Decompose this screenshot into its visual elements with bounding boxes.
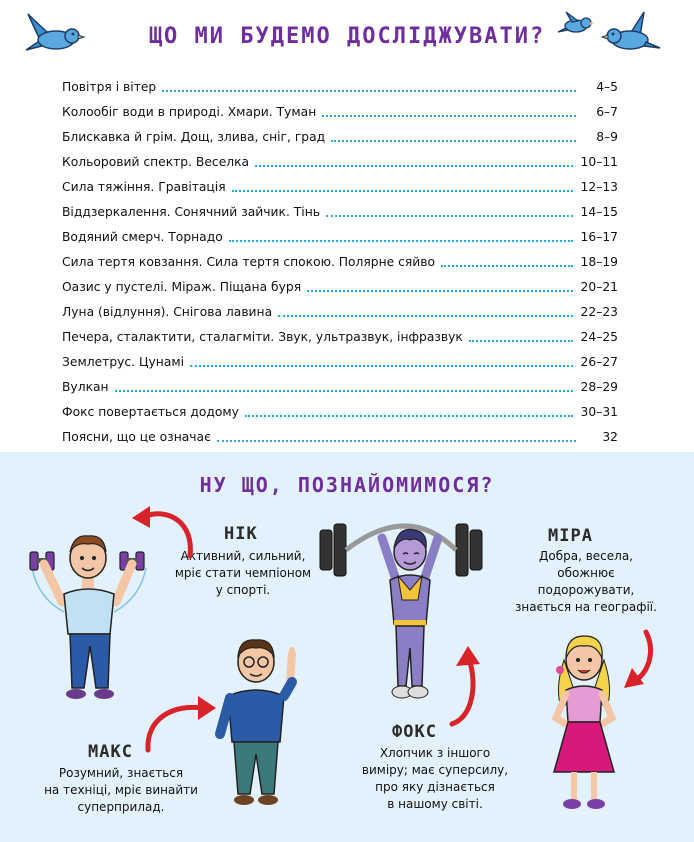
- arrow-mira-icon: [618, 630, 662, 694]
- toc-row[interactable]: [62, 395, 618, 420]
- toc-pages: 12–13: [580, 180, 618, 194]
- toc-title: Оазис у пустелі. Міраж. Піщана буря: [62, 280, 302, 294]
- toc-title: Блискавка й грім. Дощ, злива, сніг, град: [62, 130, 326, 144]
- toc-row[interactable]: [62, 70, 618, 95]
- character-desc-foks: Хлопчик з іншого виміру; має суперсилу, про яку дізнається в нашому світі.: [361, 746, 509, 811]
- toc-pages: 4–5: [596, 80, 618, 94]
- toc-title: Землетрус. Цунамі: [62, 355, 185, 369]
- character-desc-maks: Розумний, знається на техніці, мріє винайти суперприлад.: [44, 766, 198, 814]
- character-name-nik: НІК: [224, 524, 258, 544]
- toc-leader: [217, 440, 576, 442]
- toc-row[interactable]: [62, 345, 618, 370]
- toc-row[interactable]: [62, 95, 618, 120]
- toc-leader: [162, 90, 576, 92]
- toc-pages: 28–29: [580, 380, 618, 394]
- toc-title: Водяний смерч. Торнадо: [62, 230, 223, 244]
- toc-leader: [307, 290, 572, 292]
- toc-leader: [232, 190, 573, 192]
- toc-pages: 16–17: [580, 230, 618, 244]
- character-name-maks: МАКС: [88, 742, 133, 762]
- toc-pages: 20–21: [580, 280, 618, 294]
- toc-leader: [245, 415, 573, 417]
- toc-pages: 10–11: [580, 155, 618, 169]
- toc-title: Віддзеркалення. Сонячний зайчик. Тінь: [62, 205, 320, 219]
- toc-leader: [190, 365, 572, 367]
- toc-title: Поясни, що це означає: [62, 430, 211, 444]
- table-of-contents: [62, 70, 618, 445]
- toc-pages: 18–19: [580, 255, 618, 269]
- toc-leader: [441, 265, 572, 267]
- toc-title: Вулкан: [62, 380, 109, 394]
- character-desc-mira: Добра, весела, обожнює подорожувати, знається на географії.: [515, 549, 657, 614]
- toc-row[interactable]: [62, 220, 618, 245]
- mira-illustration: [544, 630, 624, 820]
- toc-row[interactable]: [62, 195, 618, 220]
- toc-leader: [278, 315, 572, 317]
- toc-row[interactable]: [62, 170, 618, 195]
- toc-row[interactable]: [62, 120, 618, 145]
- toc-row[interactable]: [62, 270, 618, 295]
- toc-row[interactable]: [62, 295, 618, 320]
- toc-row[interactable]: [62, 370, 618, 395]
- toc-title: Печера, сталактити, сталагміти. Звук, ультразвук, інфразвук: [62, 330, 463, 344]
- toc-leader: [229, 240, 573, 242]
- toc-title: Фокс повертається додому: [62, 405, 239, 419]
- toc-pages: 6–7: [596, 105, 618, 119]
- toc-row[interactable]: [62, 320, 618, 345]
- section-title: НУ ЩО, ПОЗНАЙОМИМОСЯ?: [199, 473, 495, 497]
- nik-illustration: [24, 528, 154, 704]
- maks-illustration: [210, 634, 306, 810]
- toc-pages: 26–27: [580, 355, 618, 369]
- toc-leader: [331, 140, 576, 142]
- toc-leader: [326, 215, 573, 217]
- toc-pages: 24–25: [580, 330, 618, 344]
- toc-title: Сила тертя ковзання. Сила тертя спокою. Полярне сяйво: [62, 255, 436, 269]
- foks-illustration: [318, 508, 498, 708]
- toc-pages: 22–23: [580, 305, 618, 319]
- character-name-foks: ФОКС: [392, 722, 437, 742]
- toc-row[interactable]: [62, 145, 618, 170]
- page-title: ЩО МИ БУДЕМО ДОСЛІДЖУВАТИ?: [148, 24, 546, 49]
- toc-leader: [322, 115, 576, 117]
- toc-pages: 32: [602, 430, 618, 444]
- character-name-mira: МІРА: [548, 526, 593, 546]
- toc-title: Повітря і вітер: [62, 80, 157, 94]
- toc-pages: 30–31: [580, 405, 618, 419]
- toc-pages: 8–9: [596, 130, 618, 144]
- toc-pages: 14–15: [580, 205, 618, 219]
- character-desc-nik: Активний, сильний, мріє стати чемпіоном у спорті.: [174, 549, 312, 597]
- toc-row[interactable]: [62, 245, 618, 270]
- toc-leader: [469, 340, 573, 342]
- toc-title: Колообіг води в природі. Хмари. Туман: [62, 105, 317, 119]
- toc-title: Кольоровий спектр. Веселка: [62, 155, 250, 169]
- toc-leader: [255, 165, 572, 167]
- toc-row[interactable]: [62, 420, 618, 445]
- toc-leader: [115, 390, 573, 392]
- toc-title: Луна (відлуння). Снігова лавина: [62, 305, 273, 319]
- toc-title: Сила тяжіння. Гравітація: [62, 180, 226, 194]
